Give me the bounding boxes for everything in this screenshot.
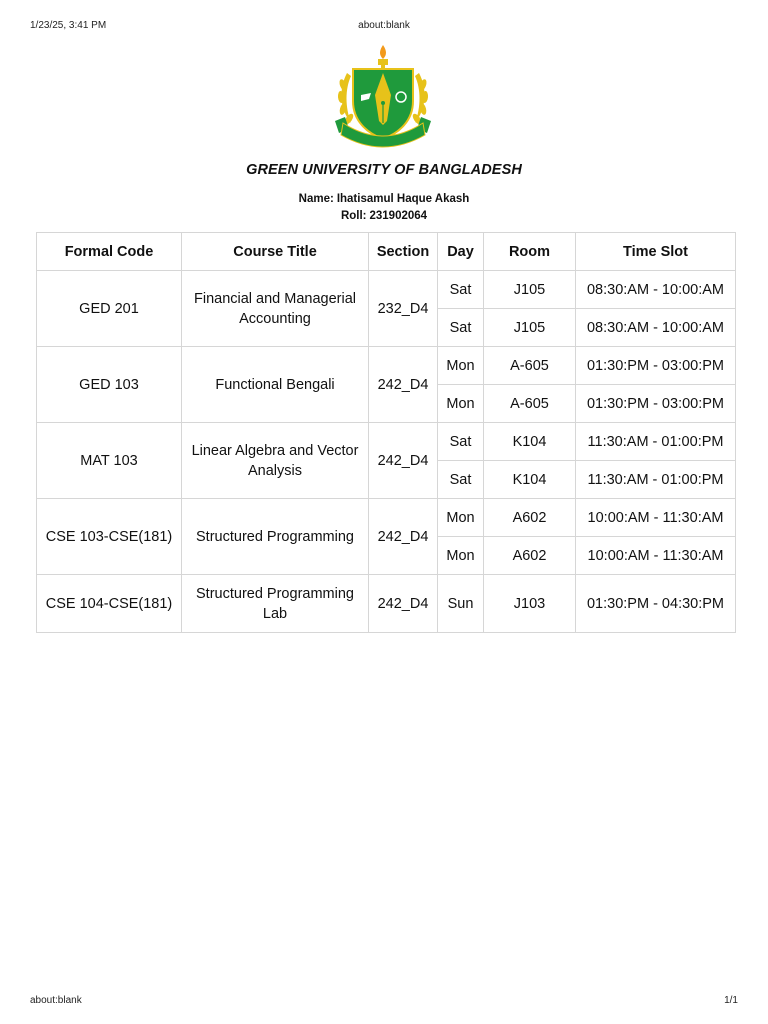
table-row bbox=[37, 423, 736, 461]
session-day: Sat bbox=[438, 271, 484, 309]
header-day: Day bbox=[438, 233, 484, 271]
header-course-title: Course Title bbox=[182, 233, 369, 271]
session-room: A-605 bbox=[484, 347, 576, 385]
course-section: 232_D4 bbox=[369, 271, 438, 347]
print-url: about:blank bbox=[358, 20, 410, 31]
course-section: 242_D4 bbox=[369, 575, 438, 633]
header-formal-code: Formal Code bbox=[37, 233, 182, 271]
university-title: GREEN UNIVERSITY OF BANGLADESH bbox=[246, 162, 522, 178]
course-code: CSE 104-CSE(181) bbox=[37, 575, 182, 633]
header-room: Room bbox=[484, 233, 576, 271]
table-row bbox=[37, 499, 736, 537]
session-day: Sat bbox=[438, 423, 484, 461]
session-day: Mon bbox=[438, 347, 484, 385]
course-section: 242_D4 bbox=[369, 499, 438, 575]
session-room: K104 bbox=[484, 423, 576, 461]
session-time: 10:00:AM - 11:30:AM bbox=[576, 537, 736, 575]
course-title: Structured Programming Lab bbox=[182, 575, 369, 633]
course-code: CSE 103-CSE(181) bbox=[37, 499, 182, 575]
course-code: MAT 103 bbox=[37, 423, 182, 499]
session-time: 11:30:AM - 01:00:PM bbox=[576, 461, 736, 499]
course-code: GED 201 bbox=[37, 271, 182, 347]
session-room: J103 bbox=[484, 575, 576, 633]
student-name bbox=[0, 193, 768, 205]
table-row bbox=[37, 347, 736, 385]
session-day: Mon bbox=[438, 537, 484, 575]
session-time: 08:30:AM - 10:00:AM bbox=[576, 271, 736, 309]
page-number: 1/1 bbox=[724, 995, 738, 1006]
print-datetime: 1/23/25, 3:41 PM bbox=[30, 20, 107, 31]
table-row bbox=[37, 271, 736, 309]
session-time: 08:30:AM - 10:00:AM bbox=[576, 309, 736, 347]
table-row bbox=[37, 575, 736, 633]
session-time: 01:30:PM - 03:00:PM bbox=[576, 385, 736, 423]
university-logo bbox=[329, 43, 437, 151]
course-title: Linear Algebra and Vector Analysis bbox=[182, 423, 369, 499]
session-time: 01:30:PM - 03:00:PM bbox=[576, 347, 736, 385]
course-title: Functional Bengali bbox=[182, 347, 369, 423]
header-time-slot: Time Slot bbox=[576, 233, 736, 271]
header-section: Section bbox=[369, 233, 438, 271]
session-time: 10:00:AM - 11:30:AM bbox=[576, 499, 736, 537]
session-room: K104 bbox=[484, 461, 576, 499]
session-room: J105 bbox=[484, 271, 576, 309]
session-room: J105 bbox=[484, 309, 576, 347]
course-title: Structured Programming bbox=[182, 499, 369, 575]
session-day: Sat bbox=[438, 309, 484, 347]
name-label: Name: bbox=[298, 193, 334, 205]
student-roll bbox=[0, 210, 768, 222]
roll-value: 231902064 bbox=[369, 210, 428, 222]
session-time: 01:30:PM - 04:30:PM bbox=[576, 575, 736, 633]
session-time: 11:30:AM - 01:00:PM bbox=[576, 423, 736, 461]
session-day: Mon bbox=[438, 385, 484, 423]
class-routine-table bbox=[36, 232, 736, 633]
course-title: Financial and Managerial Accounting bbox=[182, 271, 369, 347]
name-value: Ihatisamul Haque Akash bbox=[336, 193, 470, 205]
course-section: 242_D4 bbox=[369, 423, 438, 499]
footer-url: about:blank bbox=[30, 995, 82, 1006]
session-day: Sun bbox=[438, 575, 484, 633]
course-code: GED 103 bbox=[37, 347, 182, 423]
table-header-row bbox=[37, 233, 736, 271]
session-day: Mon bbox=[438, 499, 484, 537]
course-section: 242_D4 bbox=[369, 347, 438, 423]
roll-label: Roll: bbox=[340, 210, 367, 222]
session-room: A602 bbox=[484, 537, 576, 575]
session-room: A602 bbox=[484, 499, 576, 537]
session-day: Sat bbox=[438, 461, 484, 499]
session-room: A-605 bbox=[484, 385, 576, 423]
